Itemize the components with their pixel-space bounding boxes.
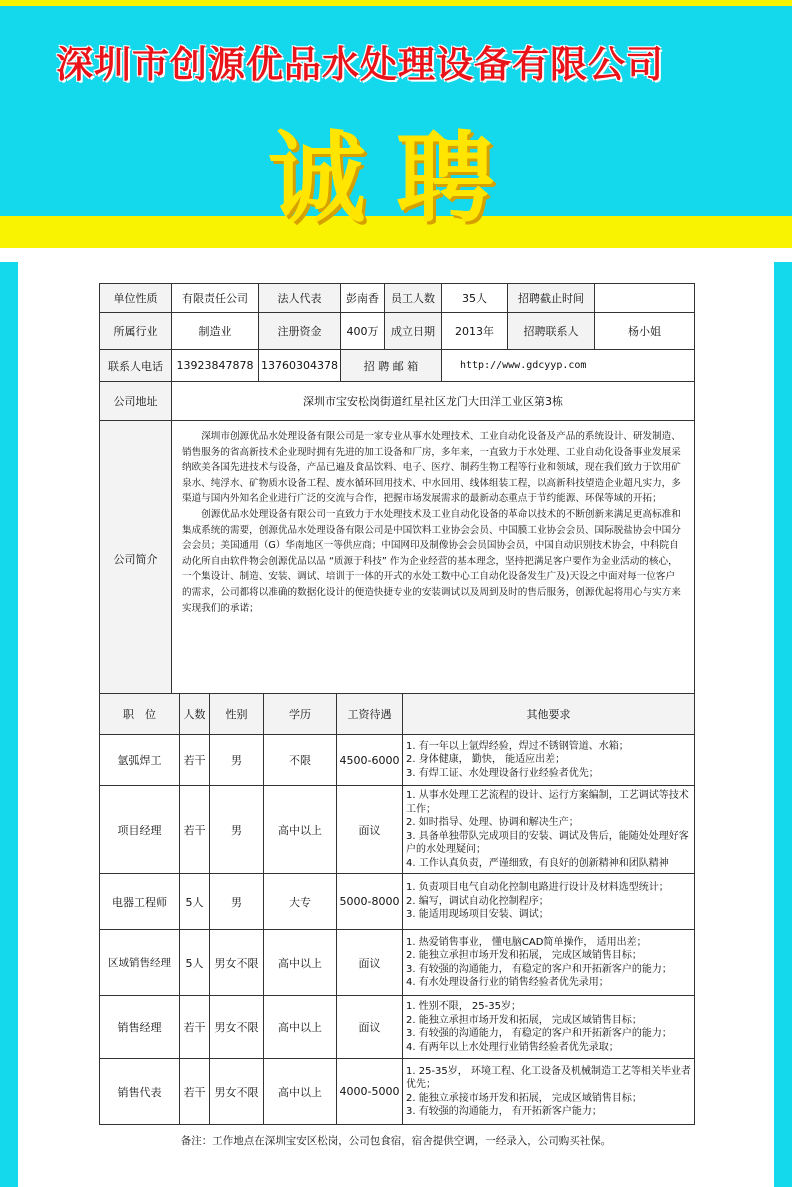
requirement-line: 3. 有较强的沟通能力， 有稳定的客户和开拓新客户的能力； <box>406 963 672 975</box>
info-value: 35人 <box>442 284 508 313</box>
job-requirements <box>403 735 695 786</box>
job-title: 项目经理 <box>100 786 180 874</box>
job-count: 若干 <box>180 786 210 874</box>
job-pay: 面议 <box>337 786 403 874</box>
requirement-line: 2. 能独立承接市场开发和拓展， 完成区域销售目标； <box>406 1092 642 1104</box>
info-label: 招 聘 邮 箱 <box>341 350 442 382</box>
requirement-line: 1. 25-35岁， 环境工程、化工设备及机械制造工艺等相关毕业者优先； <box>406 1065 691 1090</box>
job-pay: 4500-6000 <box>337 735 403 786</box>
intro-paragraph-2: 创源优品水处理设备有限公司一直致力于水处理技术及工业自动化设备的革命以技术的不断创新来满足更高标准和集成系统的需要，创源优品水处理设备有限公司是中国饮料工业协会会员、中国膜工业协会会员、国际脱盐协会中国分会会员；美国通用（G）华南地区一等供应商；中国网印及制像协会会员国协会员，中国自动识别技术协会，中科院自动化所自由软件物会创源优品以品 “质源于科技” 作为企业经营的基本理念，坚持把满足客户要作为金业活动的核心，一个集设计、制造、安装、调试、培训于一体的开式的水处工数中心工自动化设备发生广及)天设之中面对每一位客户的需求，公司都将以准确的数据化设计的便造快捷专业的安装调试以及周到及时的售后服务，创源优起将用心与实方来实现我们的承诺； <box>182 508 681 614</box>
info-label: 法人代表 <box>259 284 341 313</box>
headline: 诚聘 <box>267 122 524 236</box>
job-count: 若干 <box>180 735 210 786</box>
job-education: 高中以上 <box>264 786 337 874</box>
job-title: 氩弧焊工 <box>100 735 180 786</box>
job-pay: 5000-8000 <box>337 874 403 930</box>
requirement-line: 3. 有较强的沟通能力， 有开拓新客户能力； <box>406 1106 602 1117</box>
requirement-line: 2. 编写，调试自动化控制程序； <box>406 895 549 907</box>
job-title: 销售经理 <box>100 996 180 1059</box>
requirement-line: 4. 有水处理设备行业的销售经验者优先录用； <box>406 977 609 988</box>
info-label: 注册资金 <box>259 313 341 350</box>
intro-paragraph-1: 深圳市创源优品水处理设备有限公司是一家专业从事水处理技术、工业自动化设备及产品的系统设计、研发制造、销售服务的省高新技术企业现时拥有先进的加工设备和厂房，多年来，一直致力于水处理、工业自动化设备事业发展采纳欧美各国先进技术与设备，产品已遍及食品饮料、电子、医疗、制药生物工程等行业和领域，现在我们致力于饮用矿泉水、纯浮水、矿物质水设备工程、废水循环回用技术、中水回用、线体组装工程，以高新科技望造企业超凡实力，多渠道与国内外知名企业进行广泛的交流与合作，把握市场发展需求的最新动态重点于节约能源、环保等域的开拓； <box>182 431 681 505</box>
jobs-header-row <box>100 694 695 735</box>
info-value: 制造业 <box>172 313 259 350</box>
job-requirements <box>403 874 695 930</box>
job-pay: 4000-5000 <box>337 1059 403 1125</box>
col-header: 工资待遇 <box>337 694 403 735</box>
job-education: 高中以上 <box>264 930 337 996</box>
requirement-line: 2. 身体健康， 勤快， 能适应出差； <box>406 754 566 766</box>
job-requirements <box>403 930 695 996</box>
info-label: 公司简介 <box>100 421 172 697</box>
col-header: 其他要求 <box>403 694 695 735</box>
requirement-line: 3. 能适用现场项目安装、调试； <box>406 909 549 921</box>
job-requirements <box>403 786 695 874</box>
job-count: 5人 <box>180 874 210 930</box>
table-row <box>100 930 695 996</box>
requirement-line: 4. 工作认真负责，严谨细致，有良好的创新精神和团队精神 <box>406 857 669 869</box>
top-yellow-stripe <box>0 0 792 6</box>
job-gender: 男女不限 <box>210 930 264 996</box>
info-value: 400万 <box>341 313 385 350</box>
company-name: 深圳市创源优品水处理设备有限公司 <box>56 43 664 86</box>
job-requirements <box>403 996 695 1059</box>
job-gender: 男 <box>210 874 264 930</box>
requirement-line: 2. 能独立承担市场开发和拓展， 完成区域销售目标； <box>406 950 642 961</box>
info-label: 公司地址 <box>100 382 172 421</box>
info-row-1 <box>100 284 695 313</box>
requirement-line: 2. 能独立承担市场开发和拓展， 完成区域销售目标； <box>406 1014 642 1026</box>
job-gender: 男女不限 <box>210 996 264 1059</box>
table-row <box>100 735 695 786</box>
info-label: 成立日期 <box>385 313 442 350</box>
requirement-line: 1. 负责项目电气自动化控制电路进行设计及材料选型统计； <box>406 882 669 894</box>
table-row <box>100 996 695 1059</box>
white-stripe <box>0 248 792 262</box>
table-row <box>100 1059 695 1125</box>
requirement-line: 1. 热爱销售事业， 懂电脑CAD简单操作， 适用出差； <box>406 936 647 948</box>
info-row-intro <box>100 421 695 697</box>
table-row <box>100 786 695 874</box>
job-pay: 面议 <box>337 996 403 1059</box>
requirement-line: 3. 有焊工证、水处理设备行业经验者优先； <box>406 767 599 779</box>
job-pay: 面议 <box>337 930 403 996</box>
info-label: 联系人电话 <box>100 350 172 382</box>
requirement-line: 3. 具备单独带队完成项目的安装、调试及售后，能随处处理好客户的水处理疑问； <box>406 830 689 855</box>
job-education: 高中以上 <box>264 996 337 1059</box>
info-value <box>595 284 695 313</box>
job-education: 不限 <box>264 735 337 786</box>
col-header: 学历 <box>264 694 337 735</box>
requirement-line: 1. 从事水处理工艺流程的设计、运行方案编制，工艺调试等技术工作； <box>406 790 689 815</box>
jobs-table <box>99 693 695 1125</box>
col-header: 人数 <box>180 694 210 735</box>
info-value: 杨小姐 <box>595 313 695 350</box>
info-label: 员工人数 <box>385 284 442 313</box>
job-education: 大专 <box>264 874 337 930</box>
job-gender: 男女不限 <box>210 1059 264 1125</box>
job-count: 若干 <box>180 996 210 1059</box>
info-row-address <box>100 382 695 421</box>
info-value: 有限责任公司 <box>172 284 259 313</box>
job-title: 电器工程师 <box>100 874 180 930</box>
info-label: 单位性质 <box>100 284 172 313</box>
info-value: 彭南香 <box>341 284 385 313</box>
job-gender: 男 <box>210 735 264 786</box>
phone-2: 13760304378 <box>259 350 341 382</box>
company-info-table <box>99 283 695 697</box>
job-requirements <box>403 1059 695 1125</box>
footnote: 备注：工作地点在深圳宝安区松岗，公司包食宿，宿舍提供空调，一经录入，公司购买社保。 <box>180 1135 612 1147</box>
job-title: 区域销售经理 <box>100 930 180 996</box>
job-gender: 男 <box>210 786 264 874</box>
requirement-line: 2. 如时指导、处理、协调和解决生产； <box>406 817 579 828</box>
info-label: 招聘截止时间 <box>508 284 595 313</box>
col-header: 性别 <box>210 694 264 735</box>
col-header: 职 位 <box>100 694 180 735</box>
info-label: 所属行业 <box>100 313 172 350</box>
job-count: 若干 <box>180 1059 210 1125</box>
address-value: 深圳市宝安松岗街道红星社区龙门大田洋工业区第3栋 <box>172 382 695 421</box>
job-education: 高中以上 <box>264 1059 337 1125</box>
company-intro <box>172 421 695 697</box>
info-label: 招聘联系人 <box>508 313 595 350</box>
info-value: 2013年 <box>442 313 508 350</box>
phone-1: 13923847878 <box>172 350 259 382</box>
info-row-3 <box>100 350 695 382</box>
website-link[interactable]: http://www.gdcyyp.com <box>442 350 695 382</box>
requirement-line: 4. 有两年以上水处理行业销售经验者优先录取； <box>406 1041 619 1053</box>
requirement-line: 3. 有较强的沟通能力， 有稳定的客户和开拓新客户的能力； <box>406 1028 672 1039</box>
table-row <box>100 874 695 930</box>
job-count: 5人 <box>180 930 210 996</box>
requirement-line: 1. 性别不限， 25-35岁； <box>406 1001 521 1012</box>
info-row-2 <box>100 313 695 350</box>
requirement-line: 1. 有一年以上氩焊经验，焊过不锈钢管道、水箱； <box>406 740 629 752</box>
job-title: 销售代表 <box>100 1059 180 1125</box>
